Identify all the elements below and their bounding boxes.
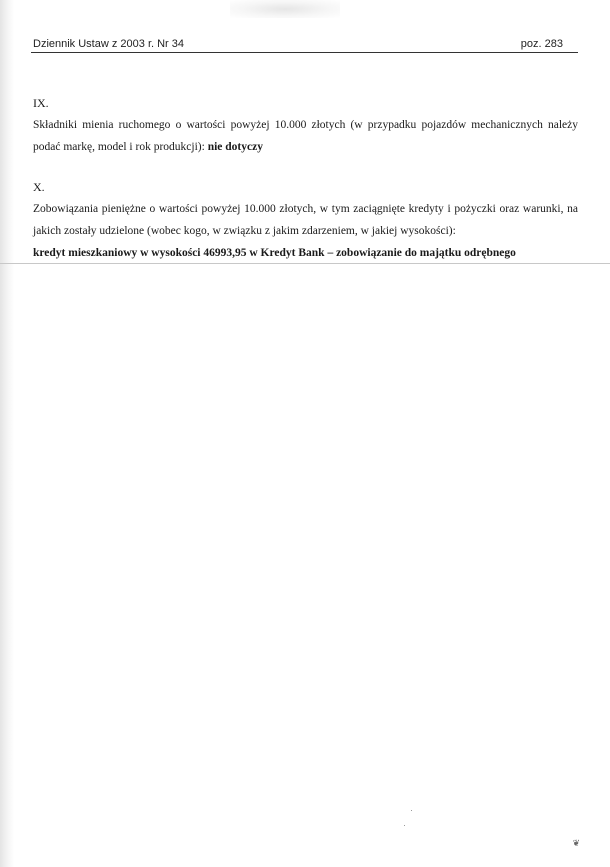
scan-smudge <box>230 0 340 18</box>
corner-mark-icon: ❦ <box>572 838 580 848</box>
position-number: poz. 283 <box>520 38 563 50</box>
section-number: X. <box>33 180 45 194</box>
section-text: Składniki mienia ruchomego o wartości powyżej 10.000 złotych (w przypadku pojazdów mechanicznych należy podać markę, model i rok produkcji): <box>33 119 578 153</box>
section-number: IX. <box>33 96 49 110</box>
scan-edge-shadow <box>0 0 14 867</box>
section-answer: nie dotyczy <box>207 141 263 153</box>
section-answer: kredyt mieszkaniowy w wysokości 46993,95 w Kredyt Bank – zobowiązanie do majątku odrębnego <box>33 247 516 259</box>
page-fold-line <box>0 263 610 264</box>
journal-title: Dziennik Ustaw z 2003 r. Nr 34 <box>33 38 185 50</box>
scan-speck <box>411 810 412 811</box>
section-paragraph: Zobowiązania pieniężne o wartości powyżej 10.000 złotych, w tym zaciągnięte kredyty i pożyczki oraz warunki, na jakich zostały udzielone (wobec kogo, w związku z jakim zdarzeniem, w jakiej wysokości): <box>33 203 578 237</box>
header-divider <box>31 52 578 53</box>
section-paragraph <box>33 114 578 158</box>
section-ix <box>33 92 578 158</box>
section-x <box>33 176 578 264</box>
scan-speck <box>404 825 405 826</box>
